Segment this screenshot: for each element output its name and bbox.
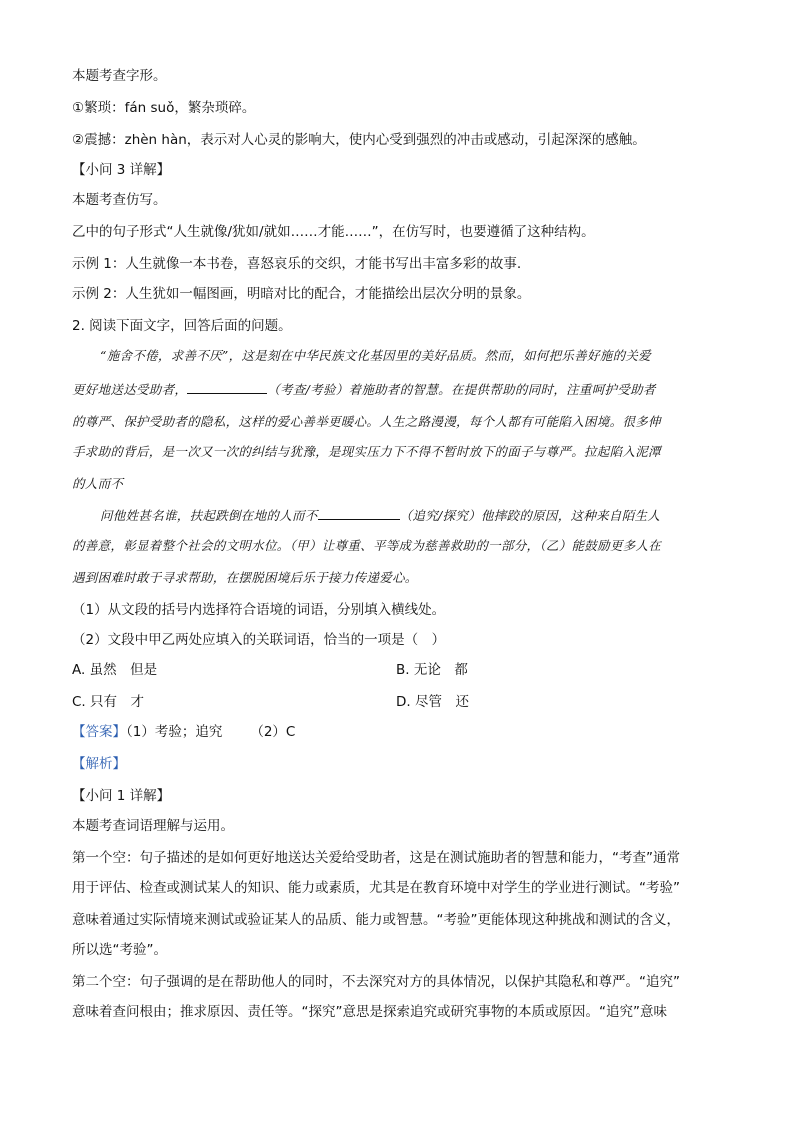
passage-line: 的人而不 bbox=[72, 476, 124, 491]
question-item: （2）文段中甲乙两处应填入的关联词语，恰当的一项是（ ） bbox=[72, 632, 446, 648]
passage-line bbox=[72, 380, 656, 400]
option-d: D. 尽管 还 bbox=[396, 694, 469, 710]
passage-text: 更好地送达受助者， bbox=[72, 382, 188, 397]
answer-tag: 【答案】 bbox=[72, 724, 126, 740]
passage-text: （考查/考验）着施助者的智慧。在提供帮助的同时，注重呵护受助者 bbox=[267, 382, 656, 397]
answer-line bbox=[72, 722, 295, 742]
answer-text: （1）考验；追究 bbox=[126, 724, 223, 740]
text-line: 所以选“考验”。 bbox=[72, 942, 167, 958]
text-line: 本题考查词语理解与运用。 bbox=[72, 818, 234, 834]
passage-text: 问他姓甚名谁，扶起跌倒在地的人而不 bbox=[100, 508, 318, 523]
passage-line: 的善意，彰显着整个社会的文明水位。（甲）让尊重、平等成为慈善救助的一部分，（乙）能鼓励更多人在 bbox=[72, 538, 662, 553]
question-number: 2. 阅读下面文字，回答后面的问题。 bbox=[72, 318, 292, 334]
passage-line bbox=[100, 506, 660, 526]
passage-line: 的尊严、保护受助者的隐私，这样的爱心善举更暖心。人生之路漫漫，每个人都有可能陷入困境。很多伸 bbox=[72, 414, 661, 429]
option-b: B. 无论 都 bbox=[396, 662, 468, 678]
text-line: 用于评估、检查或测试某人的知识、能力或素质，尤其是在教育环境中对学生的学业进行测试。“考验” bbox=[72, 880, 680, 896]
option-a: A. 虽然 但是 bbox=[72, 662, 158, 678]
text-line: 意味着通过实际情境来测试或验证某人的品质、能力或智慧。“考验”更能体现这种挑战和测试的含义， bbox=[72, 912, 680, 928]
text-line: 示例 1：人生就像一本书卷，喜怒哀乐的交织，才能书写出丰富多彩的故事. bbox=[72, 256, 522, 272]
passage-text: （追究/探究）他摔跤的原因，这种来自陌生人 bbox=[399, 508, 661, 523]
analysis-tag: 【解析】 bbox=[72, 756, 126, 772]
question-item: （1）从文段的括号内选择符合语境的词语，分别填入横线处。 bbox=[72, 602, 446, 618]
text-line: ②震撼：zhèn hàn，表示对人心灵的影响大，使内心受到强烈的冲击或感动，引起深深的感触。 bbox=[72, 132, 646, 148]
section-heading: 【小问 3 详解】 bbox=[72, 162, 171, 178]
text-line: 第一个空：句子描述的是如何更好地送达关爱给受助者，这是在测试施助者的智慧和能力，“考查”通常 bbox=[72, 850, 680, 866]
section-heading: 【小问 1 详解】 bbox=[72, 788, 171, 804]
answer-text: （2）C bbox=[250, 724, 296, 740]
text-line: ①繁琐：fán suǒ，繁杂琐碎。 bbox=[72, 100, 256, 116]
text-line: 第二个空：句子强调的是在帮助他人的同时，不去深究对方的具体情况，以保护其隐私和尊严。“追究” bbox=[72, 974, 680, 990]
option-c: C. 只有 才 bbox=[72, 694, 145, 710]
passage-line: 遇到困难时敢于寻求帮助，在摆脱困境后乐于接力传递爱心。 bbox=[72, 570, 418, 585]
text-line: 乙中的句子形式“人生就像/犹如/就如……才能……”，在仿写时，也要遵循了这种结构。 bbox=[72, 224, 595, 240]
text-line: 本题考查字形。 bbox=[72, 68, 167, 84]
blank-line bbox=[187, 380, 267, 394]
text-line: 本题考查仿写。 bbox=[72, 192, 167, 208]
text-line: 意味着查问根由；推求原因、责任等。“探究”意思是探索追究或研究事物的本质或原因。“追究”意味 bbox=[72, 1004, 667, 1020]
text-line: 示例 2：人生犹如一幅图画，明暗对比的配合，才能描绘出层次分明的景象。 bbox=[72, 286, 531, 302]
passage-line: 手求助的背后，是一次又一次的纠结与犹豫，是现实压力下不得不暂时放下的面子与尊严。拉起陷入泥潭 bbox=[72, 444, 661, 459]
blank-line bbox=[318, 506, 400, 520]
passage-line: “施舍不倦，求善不厌”，这是刻在中华民族文化基因里的美好品质。然而，如何把乐善好施的关爱 bbox=[100, 348, 651, 363]
